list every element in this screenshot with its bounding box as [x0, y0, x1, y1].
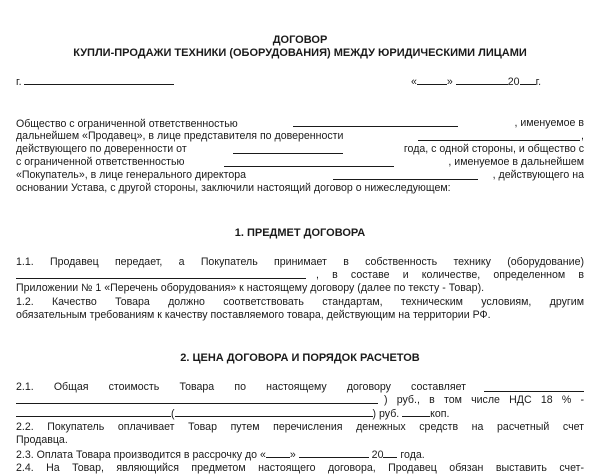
clause-2-4-line-1: 2.4. На Товар, являющийся предметом настоящего договора, Продавец обязан выставить счет- — [16, 462, 584, 474]
clause-2-2-line-1: 2.2. Покупатель оплачивает Товар путем перечисления денежных средств на расчетный счет — [16, 421, 584, 433]
clause-1-2-line-2: обязательным требованиям к качеству поставляемого товара, действующим на территории РФ. — [16, 309, 491, 321]
section-2-heading: 2. ЦЕНА ДОГОВОРА И ПОРЯДОК РАСЧЕТОВ — [180, 352, 420, 364]
clause-1-1-line-2 — [16, 269, 584, 282]
preamble-line-5 — [16, 169, 584, 181]
preamble-text: года, с одной стороны, и общество с — [403, 143, 584, 155]
equipment-name-blank — [16, 269, 306, 279]
date-close-quote: » — [446, 76, 453, 88]
poa-date-blank — [233, 144, 343, 154]
clause-2-1-line-1 — [16, 381, 584, 393]
city-line — [16, 75, 174, 88]
clause-text: ( — [171, 408, 175, 420]
installment-year-blank — [383, 448, 397, 458]
city-blank — [24, 75, 174, 85]
clause-text: 2.1. Общая стоимость Товара по настоящему договору составляет — [16, 381, 466, 393]
clause-2-2-line-2: Продавца. — [16, 434, 68, 446]
vat-words-blank — [175, 407, 373, 417]
preamble-text: с ограниченной ответственностью — [16, 156, 185, 168]
date-line — [411, 75, 541, 88]
representative-blank — [418, 131, 580, 141]
vat-amount-blank — [16, 407, 171, 417]
preamble-text: «Покупатель», в лице генерального директора — [16, 169, 247, 181]
document-subtitle: КУПЛИ-ПРОДАЖИ ТЕХНИКИ (ОБОРУДОВАНИЯ) МЕЖДУ ЮРИДИЧЕСКИМИ ЛИЦАМИ — [73, 47, 527, 59]
preamble-line-6: основании Устава, с другой стороны, заключили настоящий договор о нижеследующем: — [16, 182, 451, 194]
year-blank — [520, 75, 536, 85]
preamble-text: , — [581, 130, 584, 142]
month-blank — [456, 75, 508, 85]
preamble-text: действующего по доверенности от — [16, 143, 187, 155]
clause-2-1-line-2 — [16, 394, 584, 407]
clause-text: , в составе и количестве, определенном в — [316, 269, 584, 281]
preamble-line-1 — [16, 117, 584, 130]
clause-2-1-line-3 — [16, 407, 584, 420]
seller-name-blank — [293, 117, 458, 127]
preamble-text: Общество с ограниченной ответственностью — [16, 118, 238, 130]
year-suffix: г. — [535, 76, 542, 88]
clause-text: » — [289, 449, 296, 461]
total-price-words-blank — [16, 394, 378, 404]
clause-1-1-line-1: 1.1. Продавец передает, а Покупатель принимает в собственность технику (оборудование) — [16, 256, 584, 268]
installment-day-blank — [266, 448, 290, 458]
total-price-blank — [484, 382, 584, 392]
preamble-text: , действующего на — [492, 169, 584, 181]
preamble-text: , именуемое в — [514, 117, 584, 129]
clause-text: ) руб., в том числе НДС 18 % - — [384, 394, 584, 406]
clause-text: ) руб. — [372, 408, 400, 420]
clause-text: коп. — [430, 408, 450, 420]
clause-text: 20 — [371, 449, 384, 461]
preamble-line-3 — [16, 143, 584, 155]
installment-month-blank — [299, 448, 369, 458]
preamble-line-2 — [16, 130, 584, 142]
preamble-line-4 — [16, 156, 584, 168]
section-1-heading: 1. ПРЕДМЕТ ДОГОВОРА — [234, 227, 366, 239]
clause-2-3-line — [16, 448, 425, 461]
clause-1-2-line-1: 1.2. Качество Товара должно соответствовать стандартам, техническим условиям, другим — [16, 296, 584, 308]
clause-text: года. — [400, 449, 425, 461]
date-open-quote: « — [411, 76, 417, 88]
preamble-text: дальнейшем «Продавец», в лице представителя по доверенности — [16, 130, 344, 142]
document-title: ДОГОВОР — [272, 34, 328, 46]
year-prefix: 20 — [507, 76, 520, 88]
day-blank — [417, 75, 447, 85]
buyer-name-blank — [224, 157, 394, 167]
clause-1-1-line-3: Приложении № 1 «Перечень оборудования» к настоящему договору (далее по тексту - Товар). — [16, 282, 485, 294]
clause-text: 2.3. Оплата Товара производится в рассрочку до « — [16, 449, 266, 461]
vat-kopeck-blank — [402, 407, 430, 417]
director-name-blank — [333, 170, 478, 180]
preamble-text: , именуемое в дальнейшем — [448, 156, 584, 168]
city-prefix: г. — [16, 76, 22, 88]
